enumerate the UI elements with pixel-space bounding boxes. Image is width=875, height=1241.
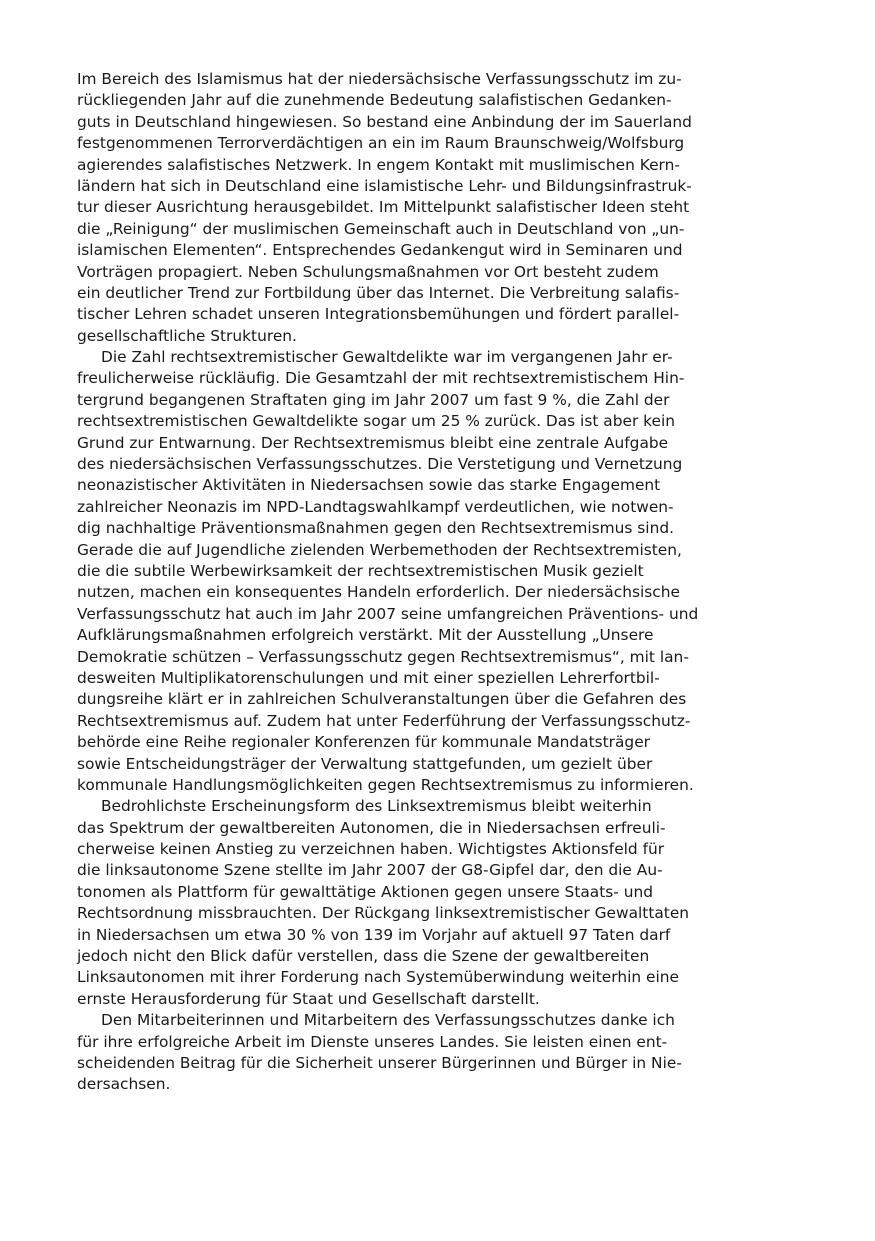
- text-line: Die Zahl rechtsextremistischer Gewaltdelikte war im vergangenen Jahr er-: [101, 348, 673, 367]
- text-line: Vorträgen propagiert. Neben Schulungsmaßnahmen vor Ort besteht zudem: [77, 262, 659, 281]
- text-line: ernste Herausforderung für Staat und Gesellschaft darstellt.: [77, 989, 540, 1008]
- text-line: Linksautonomen mit ihrer Forderung nach Systemüberwindung weiterhin eine: [77, 968, 679, 987]
- text-line: behörde eine Reihe regionaler Konferenzen für kommunale Mandatsträger: [77, 733, 650, 752]
- text-line: des niedersächsischen Verfassungsschutzes. Die Verstetigung und Vernetzung: [77, 455, 683, 474]
- text-line: dersachsen.: [77, 1075, 171, 1094]
- text-line: desweiten Multiplikatorenschulungen und mit einer speziellen Lehrerfortbil-: [77, 668, 660, 687]
- paragraph-islamismus: [77, 69, 777, 347]
- text-line: gesellschaftliche Strukturen.: [77, 326, 297, 345]
- text-line: agierendes salafistisches Netzwerk. In engem Kontakt mit muslimischen Kern-: [77, 155, 680, 174]
- text-line: Gerade die auf Jugendliche zielenden Werbemethoden der Rechtsextremisten,: [77, 540, 682, 559]
- text-line: zahlreicher Neonazis im NPD-Landtagswahlkampf verdeutlichen, wie notwen-: [77, 497, 674, 516]
- text-line: die die subtile Werbewirksamkeit der rechtsextremistischen Musik gezielt: [77, 561, 644, 580]
- text-line: guts in Deutschland hingewiesen. So bestand eine Anbindung der im Sauerland: [77, 112, 692, 131]
- text-line: cherweise keinen Anstieg zu verzeichnen haben. Wichtigstes Aktionsfeld für: [77, 840, 665, 859]
- text-line: islamischen Elementen“. Entsprechendes Gedankengut wird in Seminaren und: [77, 241, 683, 260]
- text-line: die linksautonome Szene stellte im Jahr 2007 der G8-Gipfel dar, den die Au-: [77, 861, 663, 880]
- text-line: für ihre erfolgreiche Arbeit im Dienste unseres Landes. Sie leisten einen ent-: [77, 1032, 668, 1051]
- text-line: ländern hat sich in Deutschland eine islamistische Lehr- und Bildungsinfrastruk-: [77, 176, 692, 195]
- text-line: rückliegenden Jahr auf die zunehmende Bedeutung salafistischen Gedanken-: [77, 91, 672, 110]
- text-line: die „Reinigung“ der muslimischen Gemeinschaft auch in Deutschland von „un-: [77, 219, 685, 238]
- paragraph-dank: [77, 1010, 777, 1096]
- text-line: tonomen als Plattform für gewalttätige Aktionen gegen unsere Staats- und: [77, 882, 653, 901]
- text-line: tischer Lehren schadet unseren Integrationsbemühungen und fördert parallel-: [77, 305, 680, 324]
- text-line: freulicherweise rückläufig. Die Gesamtzahl der mit rechtsextremistischem Hin-: [77, 369, 685, 388]
- text-line: Rechtsextremismus auf. Zudem hat unter Federführung der Verfassungsschutz-: [77, 711, 691, 730]
- text-line: Bedrohlichste Erscheinungsform des Linksextremismus bleibt weiterhin: [101, 797, 652, 816]
- text-line: jedoch nicht den Blick dafür verstellen, dass die Szene der gewaltbereiten: [77, 947, 650, 966]
- text-line: festgenommenen Terrorverdächtigen an ein im Raum Braunschweig/Wolfsburg: [77, 134, 685, 153]
- text-line: neonazistischer Aktivitäten in Niedersachsen sowie das starke Engagement: [77, 476, 661, 495]
- paragraph-linksextremismus: [77, 796, 777, 1010]
- text-line: scheidenden Beitrag für die Sicherheit unserer Bürgerinnen und Bürger in Nie-: [77, 1053, 682, 1072]
- text-line: dig nachhaltige Präventionsmaßnahmen gegen den Rechtsextremismus sind.: [77, 519, 674, 538]
- paragraph-rechtsextremismus: [77, 347, 777, 796]
- text-line: Grund zur Entwarnung. Der Rechtsextremismus bleibt eine zentrale Aufgabe: [77, 433, 669, 452]
- text-line: sowie Entscheidungsträger der Verwaltung stattgefunden, um gezielt über: [77, 754, 653, 773]
- text-line: ein deutlicher Trend zur Fortbildung über das Internet. Die Verbreitung salafis-: [77, 283, 680, 302]
- text-line: Rechtsordnung missbrauchten. Der Rückgang linksextremistischer Gewalttaten: [77, 904, 690, 923]
- text-line: dungsreihe klärt er in zahlreichen Schulveranstaltungen über die Gefahren des: [77, 690, 687, 709]
- text-line: tergrund begangenen Straftaten ging im Jahr 2007 um fast 9 %, die Zahl der: [77, 390, 670, 409]
- text-line: rechtsextremistischen Gewaltdelikte sogar um 25 % zurück. Das ist aber kein: [77, 412, 676, 431]
- text-line: tur dieser Ausrichtung herausgebildet. Im Mittelpunkt salafistischer Ideen steht: [77, 198, 690, 217]
- text-line: in Niedersachsen um etwa 30 % von 139 im Vorjahr auf aktuell 97 Taten darf: [77, 925, 671, 944]
- text-line: Verfassungsschutz hat auch im Jahr 2007 seine umfangreichen Präventions- und: [77, 604, 699, 623]
- text-line: Im Bereich des Islamismus hat der niedersächsische Verfassungsschutz im zu-: [77, 70, 682, 88]
- document-body: [77, 69, 777, 1096]
- text-line: kommunale Handlungsmöglichkeiten gegen Rechtsextremismus zu informieren.: [77, 775, 694, 794]
- text-line: Demokratie schützen – Verfassungsschutz gegen Rechtsextremismus“, mit lan-: [77, 647, 689, 666]
- text-line: nutzen, machen ein konsequentes Handeln erforderlich. Der niedersächsische: [77, 583, 680, 602]
- text-line: das Spektrum der gewaltbereiten Autonomen, die in Niedersachsen erfreuli-: [77, 818, 666, 837]
- text-line: Den Mitarbeiterinnen und Mitarbeitern des Verfassungsschutzes danke ich: [101, 1011, 675, 1030]
- text-line: Aufklärungsmaßnahmen erfolgreich verstärkt. Mit der Ausstellung „Unsere: [77, 626, 654, 645]
